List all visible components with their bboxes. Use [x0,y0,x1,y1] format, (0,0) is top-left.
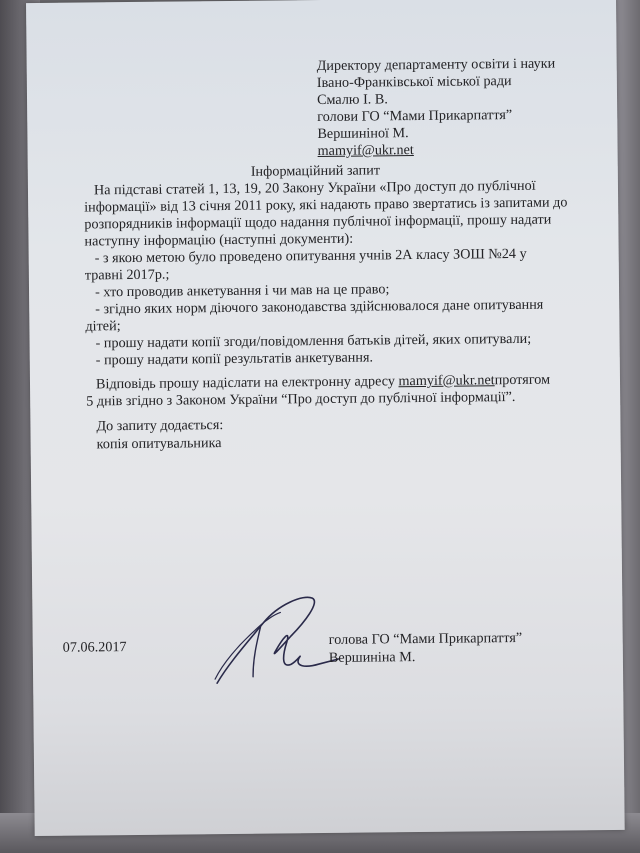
request-item-3-cont: дітей; [85,318,121,335]
request-item-2: - хто проводив анкетування і чи мав на це право; [94,281,390,301]
document-title: Інформаційний запит [250,162,381,180]
signatory-role: голова ГО “Мами Прикарпаття” [328,629,523,648]
intro-line-4: наступну інформацію (наступні документи): [84,230,354,250]
request-item-4: - прошу надати копії згоди/повідомлення батьків дітей, яких опитували; [95,330,532,352]
signatory-name: Вершиніна М. [328,649,416,666]
attachment-label: До запиту додається: [96,417,224,435]
handwritten-signature [208,592,339,693]
reply-email-link[interactable]: mamyif@ukr.net [398,372,495,390]
request-item-1: - з якою метою було проведено опитування учнів 2А класу ЗОШ №24 у [94,245,527,267]
request-item-3: - згідно яких норм діючого законодавства здійснювалося дане опитування [95,296,544,318]
reply-prefix: Відповідь прошу надіслати на електронну адресу [95,373,399,393]
request-item-5: - прошу надати копії результатів анкетування. [95,349,374,369]
addressee-line-1: Директору департаменту освіти і науки [316,55,556,75]
intro-line-2: інформації» від 13 січня 2011 року, які надають право звертатись із запитами до [84,194,568,216]
intro-line-3: розпорядників інформації щодо надання публічної інформації, прошу надати [84,211,552,233]
addressee-line-2: Івано-Франківської міської ради [316,73,512,92]
document-date: 07.06.2017 [62,639,127,656]
reply-line-2: 5 днів згідно з Законом України “Про доступ до публічної інформації”. [86,388,516,410]
addressee-email-link[interactable]: mamyif@ukr.net [317,142,414,160]
document-page [26,0,625,836]
intro-line-1: На підставі статей 1, 13, 19, 20 Закону України «Про доступ до публічної [93,177,536,199]
reply-suffix: протягом [494,371,551,389]
addressee-block [26,0,616,160]
addressee-line-3: Смалю І. В. [316,91,388,109]
addressee-line-5: Вершиніної М. [317,125,409,143]
request-item-1-cont: травні 2017р.; [84,266,170,284]
addressee-line-4: голови ГО “Мами Прикарпаття” [317,107,513,126]
attachment-item: копія опитувальника [96,435,222,453]
